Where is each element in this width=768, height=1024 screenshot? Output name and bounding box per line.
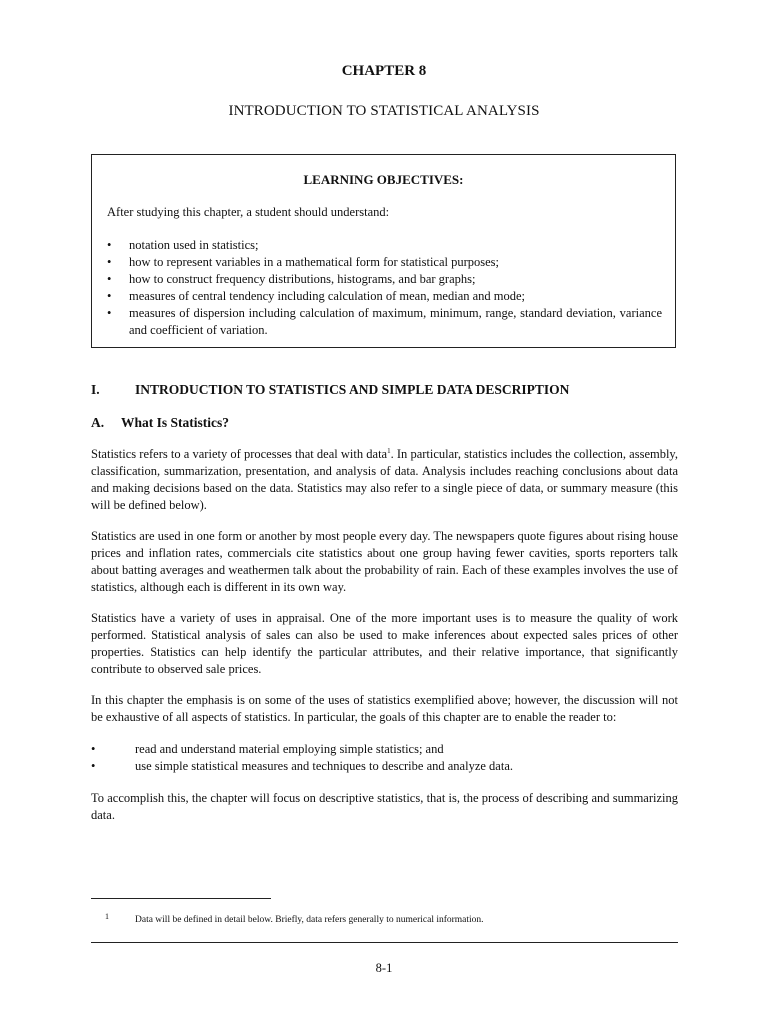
section-title: INTRODUCTION TO STATISTICS AND SIMPLE DATA DESCRIPTION bbox=[135, 382, 570, 397]
paragraph-focus: To accomplish this, the chapter will focus on descriptive statistics, that is, the process of describing and summarizing data. bbox=[91, 791, 678, 822]
footnote-reference[interactable]: 1 bbox=[387, 446, 391, 455]
section-number: I. bbox=[91, 382, 100, 397]
paragraph-everyday-use: Statistics are used in one form or another by most people every day. The newspapers quote figures about rising house prices and inflation rates, commercials cite statistics about one group having fewer cavities, sports reporters talk about batting averages and weathermen talk about the probability of rain. Each of these examples involves the use of statistics, although each is different in its own way. bbox=[91, 529, 678, 594]
subsection-number: A. bbox=[91, 415, 105, 430]
objectives-heading: LEARNING OBJECTIVES: bbox=[303, 172, 464, 187]
bullet-icon: • bbox=[91, 759, 96, 773]
objective-text: measures of central tendency including calculation of mean, median and mode; bbox=[129, 289, 526, 303]
subsection-title: What Is Statistics? bbox=[121, 415, 230, 430]
footnote-number: 1 bbox=[105, 912, 109, 921]
page-footer-divider bbox=[91, 942, 678, 943]
goals-list bbox=[91, 741, 678, 775]
objective-item bbox=[107, 305, 662, 339]
objective-text: how to represent variables in a mathematical form for statistical purposes; bbox=[129, 255, 500, 269]
goal-text: use simple statistical measures and techniques to describe and analyze data. bbox=[135, 759, 513, 773]
paragraph-chapter-goals: In this chapter the emphasis is on some of the uses of statistics exemplified above; however, the discussion will not be exhaustive of all aspects of statistics. In particular, the goals of this chapter are to enable the reader to: bbox=[91, 693, 678, 724]
paragraph-definition bbox=[91, 446, 678, 514]
chapter-number: CHAPTER 8 bbox=[341, 63, 427, 79]
objective-item bbox=[107, 237, 662, 254]
bullet-icon: • bbox=[91, 742, 96, 756]
bullet-icon: • bbox=[107, 255, 112, 269]
objectives-intro: After studying this chapter, a student should understand: bbox=[107, 205, 390, 219]
objective-item bbox=[107, 271, 662, 288]
bullet-icon: • bbox=[107, 238, 112, 252]
learning-objectives-box bbox=[91, 154, 676, 348]
bullet-icon: • bbox=[107, 289, 112, 303]
objective-item bbox=[107, 288, 662, 305]
paragraph-appraisal-use: Statistics have a variety of uses in appraisal. One of the more important uses is to measure the quality of work performed. Statistical analysis of sales can also be used to make inferences about expected sales prices of other properties. Statistics can help identify the particular attributes, and their relative importance, that significantly contribute to observed sale prices. bbox=[91, 611, 678, 676]
objectives-list bbox=[107, 237, 662, 339]
paragraph-text: . In particular, statistics includes the collection, assembly, classification, summarization, presentation, and analysis of data. Analysis includes reaching conclusions about data and making decisions based on the data. Statistics may also refer to a single piece of data, or summary measure (this will be defined below). bbox=[91, 447, 678, 512]
footnote-divider bbox=[91, 898, 271, 899]
goal-text: read and understand material employing simple statistics; and bbox=[135, 742, 444, 756]
footnote-text: Data will be defined in detail below. Briefly, data refers generally to numerical information. bbox=[135, 915, 484, 925]
objective-text: notation used in statistics; bbox=[129, 238, 259, 252]
goal-item bbox=[91, 758, 678, 775]
page-number: 8-1 bbox=[375, 961, 393, 975]
objective-text: how to construct frequency distributions, histograms, and bar graphs; bbox=[129, 272, 476, 286]
goal-item bbox=[91, 741, 678, 758]
objective-text: measures of dispersion including calculation of maximum, minimum, range, standard deviation, variance and coefficient of variation. bbox=[129, 306, 662, 337]
bullet-icon: • bbox=[107, 272, 112, 286]
paragraph-text: Statistics refers to a variety of processes that deal with data bbox=[91, 447, 388, 461]
chapter-title: INTRODUCTION TO STATISTICAL ANALYSIS bbox=[228, 103, 540, 119]
objective-item bbox=[107, 254, 662, 271]
bullet-icon: • bbox=[107, 306, 112, 320]
